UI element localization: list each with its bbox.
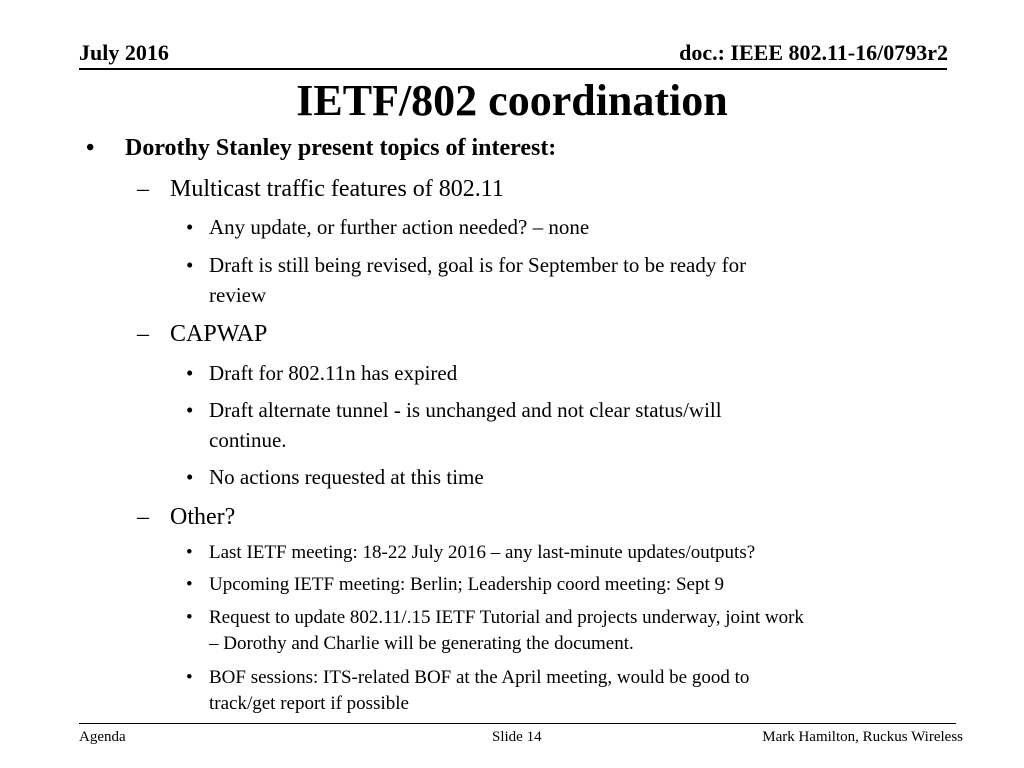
bullet-marker: • [186,465,194,489]
bullet-marker: • [86,135,95,161]
list-item: BOF sessions: ITS-related BOF at the April meeting, would be good to [209,667,750,688]
list-item-continuation: track/get report if possible [209,693,409,714]
bullet-marker: • [186,574,193,595]
topics-heading: Dorothy Stanley present topics of interest: [125,135,557,161]
dash-marker: – [137,504,149,530]
bullet-marker: • [186,215,194,239]
section-capwap-heading: CAPWAP [170,321,268,347]
list-item: Any update, or further action needed? – none [209,215,590,239]
bullet-marker: • [186,253,194,277]
list-item-continuation: review [209,283,267,307]
header-date: July 2016 [79,40,169,65]
dash-marker: – [137,321,149,347]
list-item: No actions requested at this time [209,465,484,489]
footer-author: Mark Hamilton, Ruckus Wireless [762,729,963,745]
bullet-marker: • [186,667,193,688]
footer-slide-number: Slide 14 [492,729,542,745]
footer-agenda: Agenda [79,729,126,745]
dash-marker: – [137,176,149,202]
list-item: Last IETF meeting: 18-22 July 2016 – any last-minute updates/outputs? [209,542,756,563]
list-item-continuation: continue. [209,428,287,452]
section-multicast-heading: Multicast traffic features of 802.11 [170,176,504,202]
list-item-continuation: – Dorothy and Charlie will be generating the document. [209,633,634,654]
header-doc-id: doc.: IEEE 802.11-16/0793r2 [679,40,948,65]
list-item: Draft for 802.11n has expired [209,361,458,385]
bullet-marker: • [186,398,194,422]
list-item: Draft is still being revised, goal is for September to be ready for [209,253,747,277]
list-item: Upcoming IETF meeting: Berlin; Leadership coord meeting: Sept 9 [209,574,724,595]
slide-title: IETF/802 coordination [296,76,728,125]
section-other-heading: Other? [170,504,236,530]
bullet-marker: • [186,607,193,628]
list-item: Draft alternate tunnel - is unchanged and not clear status/will [209,398,722,422]
list-item: Request to update 802.11/.15 IETF Tutorial and projects underway, joint work [209,607,804,628]
footer-rule [79,723,956,724]
header-rule [79,68,947,70]
bullet-marker: • [186,361,194,385]
bullet-marker: • [186,542,193,563]
